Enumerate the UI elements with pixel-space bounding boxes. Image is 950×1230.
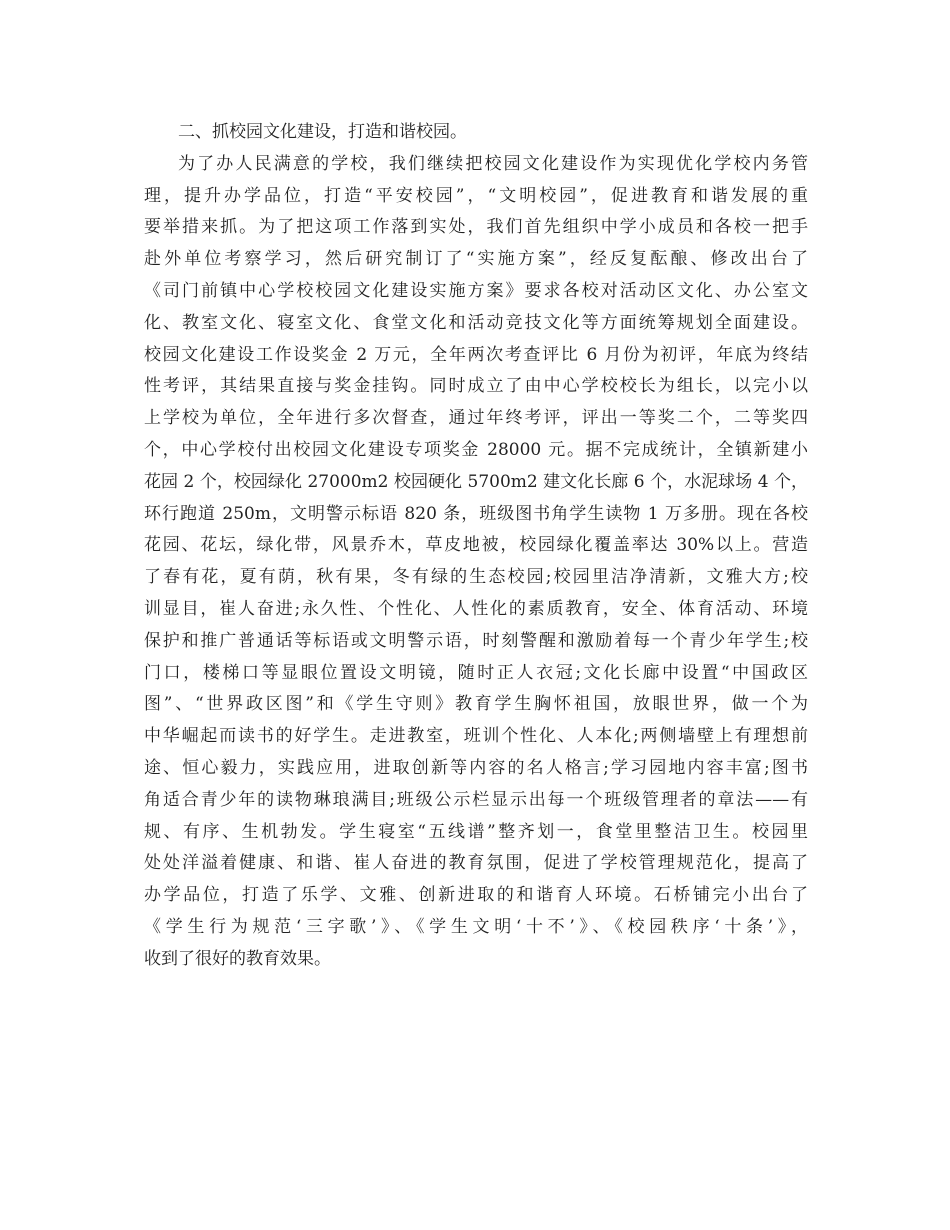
paragraph-line: 《司门前镇中心学校校园文化建设实施方案》要求各校对活动区文化、办公室文 — [144, 280, 808, 301]
paragraph-line: 中华崛起而读书的好学生。走进教室，班训个性化、人本化;两侧墙壁上有理想前 — [144, 726, 808, 747]
paragraph-line: 个，中心学校付出校园文化建设专项奖金 28000 元。据不完成统计，全镇新建小 — [144, 439, 808, 460]
paragraph-line: 上学校为单位，全年进行多次督查，通过年终考评，评出一等奖二个，二等奖四 — [144, 408, 808, 429]
paragraph-line: 办学品位，打造了乐学、文雅、创新进取的和谐育人环境。石桥铺完小出台了 — [144, 885, 808, 906]
paragraph-line: 要举措来抓。为了把这项工作落到实处，我们首先组织中学小成员和各校一把手 — [144, 217, 808, 238]
paragraph-line: 规、有序、生机勃发。学生寝室“五线谱”整齐划一，食堂里整洁卫生。校园里 — [144, 821, 808, 842]
document-body — [144, 117, 808, 976]
paragraph-line: 角适合青少年的读物琳琅满目;班级公示栏显示出每一个班级管理者的章法——有 — [144, 789, 808, 810]
paragraph-line: 环行跑道 250m，文明警示标语 820 条，班级图书角学生读物 1 万多册。现在各校 — [144, 503, 808, 524]
paragraph-line: 校园文化建设工作设奖金 2 万元，全年两次考查评比 6 月份为初评，年底为终结 — [144, 344, 808, 365]
paragraph-line: 花园、花坛，绿化带，风景乔木，草皮地被，校园绿化覆盖率达 30%以上。营造 — [144, 535, 808, 556]
paragraph-line: 花园 2 个，校园绿化 27000m2 校园硬化 5700m2 建文化长廊 6 个，水泥球场 4 个， — [144, 471, 808, 492]
paragraph-line: 理，提升办学品位，打造“平安校园”，“文明校园”，促进教育和谐发展的重 — [144, 185, 808, 206]
paragraph-line: 训显目，崔人奋进;永久性、个性化、人性化的素质教育，安全、体育活动、环境 — [144, 598, 808, 619]
paragraph-line: 处处洋溢着健康、和谐、崔人奋进的教育氛围，促进了学校管理规范化，提高了 — [144, 853, 808, 874]
paragraph-line: 图”、“世界政区图”和《学生守则》教育学生胸怀祖国，放眼世界，做一个为 — [144, 694, 808, 715]
paragraph-line: 保护和推广普通话等标语或文明警示语，时刻警醒和激励着每一个青少年学生;校 — [144, 630, 808, 651]
paragraph-line: 途、恒心毅力，实践应用，进取创新等内容的名人格言;学习园地内容丰富;图书 — [144, 757, 808, 778]
paragraph-line-last: 收到了很好的教育效果。 — [144, 948, 331, 969]
section-heading: 二、抓校园文化建设，打造和谐校园。 — [178, 122, 467, 142]
paragraph-line: 赴外单位考察学习，然后研究制订了“实施方案”，经反复酝酿、修改出台了 — [144, 249, 808, 270]
paragraph-line: 性考评，其结果直接与奖金挂钩。同时成立了由中心学校校长为组长，以完小以 — [144, 376, 808, 397]
paragraph-line: 门口，楼梯口等显眼位置设文明镜，随时正人衣冠;文化长廊中设置“中国政区 — [144, 662, 808, 683]
paragraph-line: 了春有花，夏有荫，秋有果，冬有绿的生态校园;校园里洁净清新，文雅大方;校 — [144, 567, 808, 588]
paragraph-line: 《学生行为规范‘三字歌’》、《学生文明‘十不’》、《校园秩序‘十条’》， — [144, 916, 808, 937]
paragraph-line: 化、教室文化、寝室文化、食堂文化和活动竞技文化等方面统筹规划全面建设。 — [144, 312, 808, 333]
paragraph-line-first: 为了办人民满意的学校，我们继续把校园文化建设作为实现优化学校内务管 — [178, 153, 808, 174]
